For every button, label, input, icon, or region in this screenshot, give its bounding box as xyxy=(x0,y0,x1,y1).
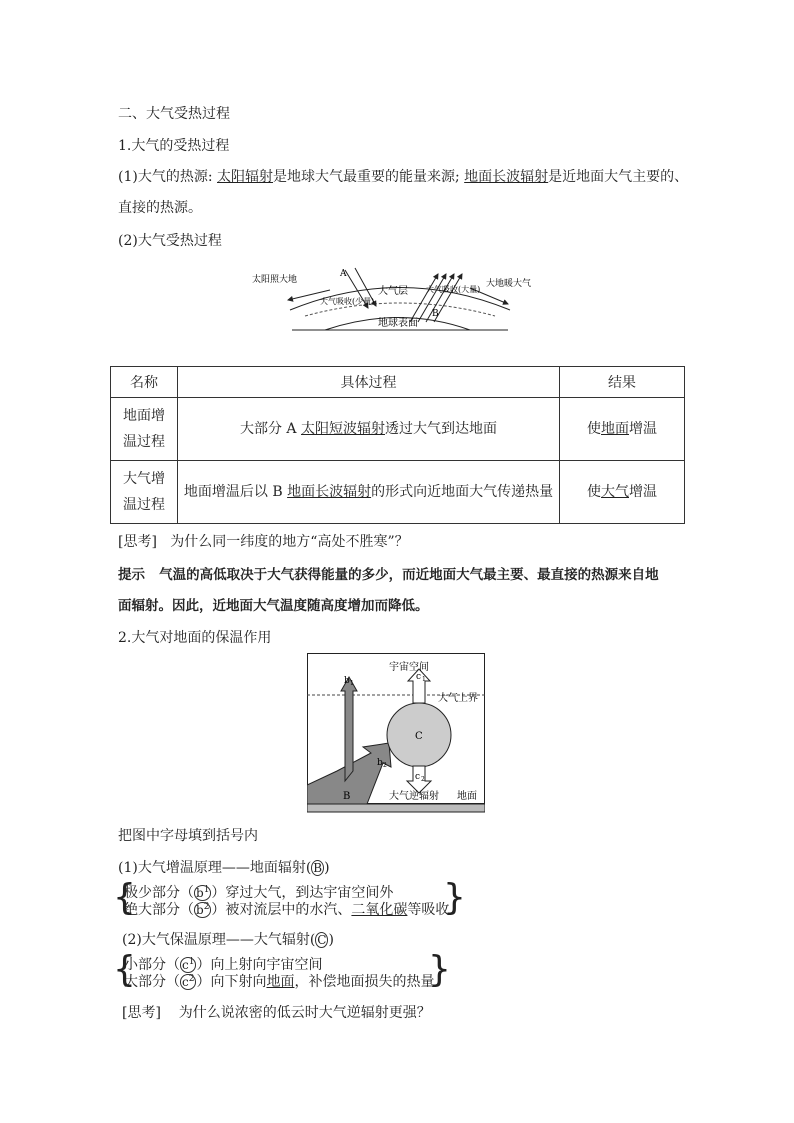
text: 是地球大气最重要的能量来源; xyxy=(273,169,465,185)
label-sub: 2 xyxy=(421,776,425,783)
text: 大部分（ xyxy=(124,974,180,990)
text: ）向下射向 xyxy=(196,974,267,990)
hint-line xyxy=(118,563,659,583)
heating-process-table xyxy=(110,366,685,524)
think-question xyxy=(118,531,409,551)
row-name xyxy=(111,461,178,524)
label-sun-earth: 太阳照大地 xyxy=(252,275,298,285)
label-absorb-large: 大气吸收(大量) xyxy=(426,285,481,294)
text: (1)大气的热源: xyxy=(118,169,217,185)
section-title: 二、大气受热过程 xyxy=(118,106,230,122)
text: 为什么同一纬度的地方“高处不胜寒”？ xyxy=(170,534,409,550)
table-header: 具体过程 xyxy=(178,367,560,398)
label-absorb-small: 大气吸收(少量) xyxy=(320,297,375,306)
answer-blank: 大气 xyxy=(601,484,629,500)
think-label: [思考] xyxy=(118,534,157,550)
text: 温过程 xyxy=(123,434,165,450)
circled-answer: B xyxy=(313,861,323,875)
paragraph-process: (2)大气受热过程 xyxy=(118,233,222,249)
text: 1 xyxy=(188,957,195,967)
label-b2: b xyxy=(377,758,383,768)
text: 极少部分（ xyxy=(124,885,194,901)
think-question xyxy=(122,1002,431,1022)
right-brace: } xyxy=(428,949,451,990)
answer-blank: 地面长波辐射 xyxy=(464,169,549,185)
label-A: A xyxy=(340,269,347,279)
label-b1: b xyxy=(344,676,350,686)
text: 为什么说浓密的低云时大气逆辐射更强？ xyxy=(178,1005,431,1021)
hint-line: 面辐射。因此，近地面大气温度随高度增加而降低。 xyxy=(118,598,429,614)
principle-2-line2 xyxy=(124,971,434,991)
label-c1: c xyxy=(416,672,422,682)
hint-label: 提示 xyxy=(118,567,145,583)
insulation-diagram xyxy=(307,653,485,815)
text: 的形式向近地面大气传递热量 xyxy=(371,484,554,500)
label-ground: 地面 xyxy=(457,791,477,802)
row-process xyxy=(178,461,560,524)
text: c xyxy=(182,958,189,972)
text: 透过大气到达地面 xyxy=(385,421,497,437)
subsection-title: 1.大气的受热过程 xyxy=(118,138,230,154)
text: c xyxy=(182,975,189,989)
text: 绝大部分（ xyxy=(124,902,194,918)
text: ）向上射向宇宙空间 xyxy=(196,957,323,973)
text: b xyxy=(196,886,204,900)
text: 是近地面大气主要的、 xyxy=(548,169,689,185)
text: 地面增温后以 B xyxy=(183,484,288,500)
text: 大部分 A xyxy=(239,421,301,437)
principle-2-title xyxy=(122,929,334,949)
principle-1-line2 xyxy=(124,899,449,919)
paragraph-heat-source xyxy=(118,166,688,186)
left-brace: { xyxy=(113,949,136,990)
label-sub: 1 xyxy=(350,680,354,687)
answer-blank: 二氧化碳 xyxy=(351,902,408,918)
text: ) xyxy=(324,860,330,876)
instruction: 把图中字母填到括号内 xyxy=(118,828,258,844)
text: ，补偿地面损失的热量 xyxy=(294,974,435,990)
subsection-title: 2.大气对地面的保温作用 xyxy=(118,630,272,646)
text: 增温 xyxy=(629,421,657,437)
text: (2)大气保温原理——大气辐射( xyxy=(122,932,316,948)
label-B: B xyxy=(343,791,351,802)
text: ）被对流层中的水汽、 xyxy=(211,902,352,918)
label-top: 大气上界 xyxy=(438,693,478,704)
text: ) xyxy=(328,932,334,948)
label-B: B xyxy=(432,309,439,319)
right-brace: } xyxy=(443,877,466,918)
text: 2 xyxy=(188,974,195,984)
text: 使 xyxy=(587,484,601,500)
answer-blank: 地面 xyxy=(266,974,295,990)
label-counter: 大气逆辐射 xyxy=(389,791,439,802)
text: ）穿过大气，到达宇宙空间外 xyxy=(211,885,394,901)
text: b xyxy=(196,903,204,917)
row-name xyxy=(111,398,178,461)
row-result xyxy=(560,461,685,524)
label-C: C xyxy=(415,731,423,742)
label-sub: 1 xyxy=(422,676,426,683)
label-atmosphere: 大气层 xyxy=(378,286,408,297)
table-header: 名称 xyxy=(111,367,178,398)
row-result xyxy=(560,398,685,461)
principle-1-title xyxy=(118,857,330,877)
text: 大气增 xyxy=(123,471,165,487)
table-row xyxy=(111,398,685,461)
answer-blank: 太阳短波辐射 xyxy=(301,421,385,437)
text: (1)大气增温原理——地面辐射( xyxy=(118,860,312,876)
circled-answer xyxy=(194,902,211,918)
answer-blank: 地面 xyxy=(601,421,629,437)
text: 等吸收 xyxy=(407,902,450,918)
text: 地面增 xyxy=(123,408,165,424)
text: 增温 xyxy=(629,484,657,500)
paragraph-heat-source-cont: 直接的热源。 xyxy=(118,200,202,216)
left-brace: { xyxy=(113,877,136,918)
text: 小部分（ xyxy=(124,957,180,973)
think-label: [思考] xyxy=(122,1005,161,1021)
circled-answer xyxy=(180,974,196,990)
row-process xyxy=(178,398,560,461)
text: 温过程 xyxy=(123,497,165,513)
text: 使 xyxy=(587,421,601,437)
text: 1 xyxy=(203,885,210,895)
label-earth-air: 大地暖大气 xyxy=(486,279,532,289)
label-ground: 地球表面 xyxy=(378,318,418,329)
label-space: 宇宙空间 xyxy=(389,662,429,673)
text: 2 xyxy=(203,902,210,912)
text: 气温的高低取决于大气获得能量的多少，而近地面大气最主要、最直接的热源来自地 xyxy=(159,567,659,583)
heating-process-diagram xyxy=(250,260,550,338)
label-sub: 2 xyxy=(383,762,387,769)
circled-answer: C xyxy=(317,933,327,947)
answer-blank: 地面长波辐射 xyxy=(287,484,372,500)
answer-blank: 太阳辐射 xyxy=(217,169,273,185)
table-header: 结果 xyxy=(560,367,685,398)
table-row xyxy=(111,461,685,524)
label-c2: c xyxy=(415,772,421,782)
